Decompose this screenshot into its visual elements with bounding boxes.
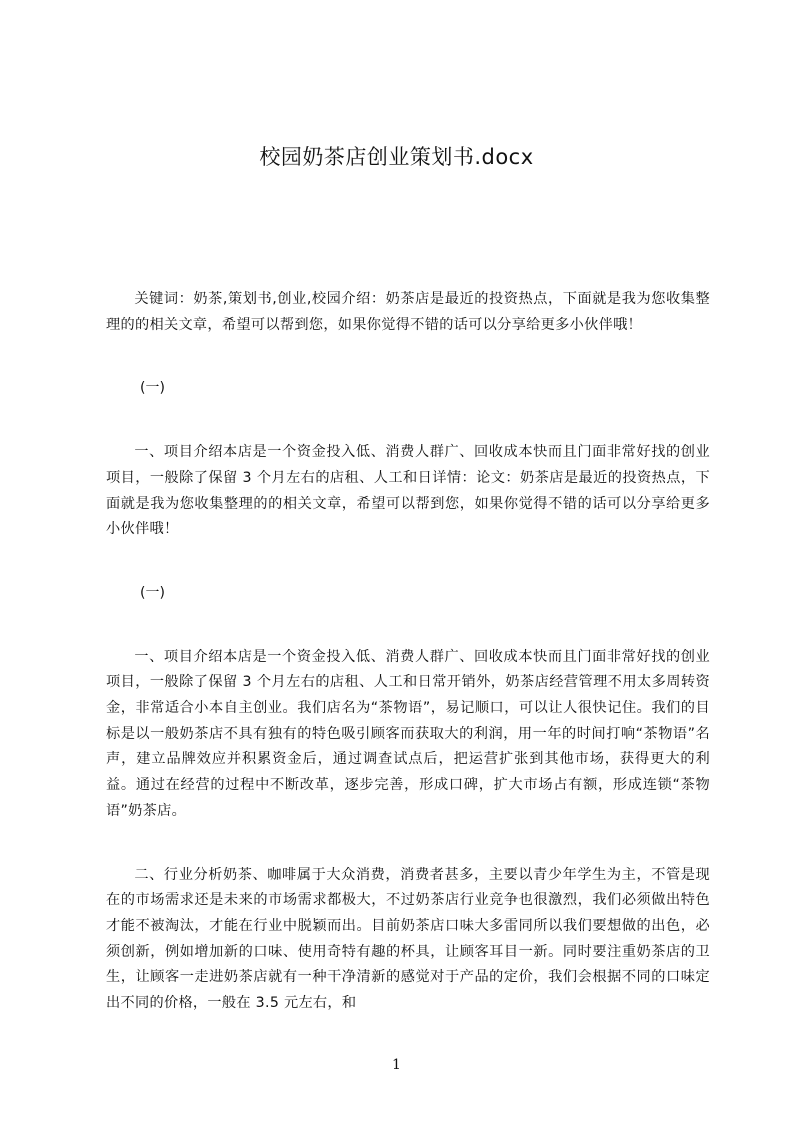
page-number: 1 [392,1057,401,1073]
paragraph-gap [106,607,710,645]
paragraph-project-intro-short: 一、项目介绍本店是一个资金投入低、消费人群广、回收成本快而且门面非常好找的创业项目，一般除了保留 3 个月左右的店租、人工和日详情：论文：奶茶店是最近的投资热点，下面就是我为您收集整理的的相关文章，希望可以帮到您，如果你觉得不错的话可以分享给更多小伙伴哦！ [106,444,710,538]
paragraph-gap [106,543,710,581]
paragraph-industry-analysis: 二、行业分析奶茶、咖啡属于大众消费，消费者甚多，主要以青少年学生为主，不管是现在的市场需求还是未来的市场需求都极大，不过奶茶店行业竞争也很激烈，我们必须做出特色才能不被淘汰，才能在行业中脱颖而出。目前奶茶店口味大多雷同所以我们要想做的出色，必须创新，例如增加新的口味、使用奇特有趣的杯具，让顾客耳目一新。同时要注重奶茶店的卫生，让顾客一走进奶茶店就有一种干净清新的感觉对于产品的定价，我们会根据不同的口味定出不同的价格，一般在 3.5 元左右，和 [106,866,710,1012]
document-title: 校园奶茶店创业策划书.docx [259,145,534,169]
paragraph-gap [106,402,710,440]
section-marker: (一) [140,380,165,397]
paragraph-keywords: 关键词：奶茶,策划书,创业,校园介绍：奶茶店是最近的投资热点，下面就是我为您收集整理的的相关文章，希望可以帮到您，如果你觉得不错的话可以分享给更多小伙伴哦！ [106,291,710,333]
paragraph-project-intro-full: 一、项目介绍本店是一个资金投入低、消费人群广、回收成本快而且门面非常好找的创业项目，一般除了保留 3 个月左右的店租、人工和日常开销外，奶茶店经营管理不用太多周转资金，非常适合小本自主创业。我们店名为“茶物语”，易记顺口，可以让人很快记住。我们的目标是以一般奶茶店不具有独有的特色吸引顾客而获取大的利润，用一年的时间打响“茶物语”名声，建立品牌效应并积累资金后，通过调查试点后，把运营扩张到其他市场，获得更大的利益。通过在经营的过程中不断改革，逐步完善，形成口碑，扩大市场占有额，形成连锁“茶物语”奶茶店。 [106,648,710,819]
document-body [106,287,710,1017]
section-marker: (一) [140,584,165,601]
paragraph-gap [106,338,710,376]
paragraph-gap [106,825,710,863]
